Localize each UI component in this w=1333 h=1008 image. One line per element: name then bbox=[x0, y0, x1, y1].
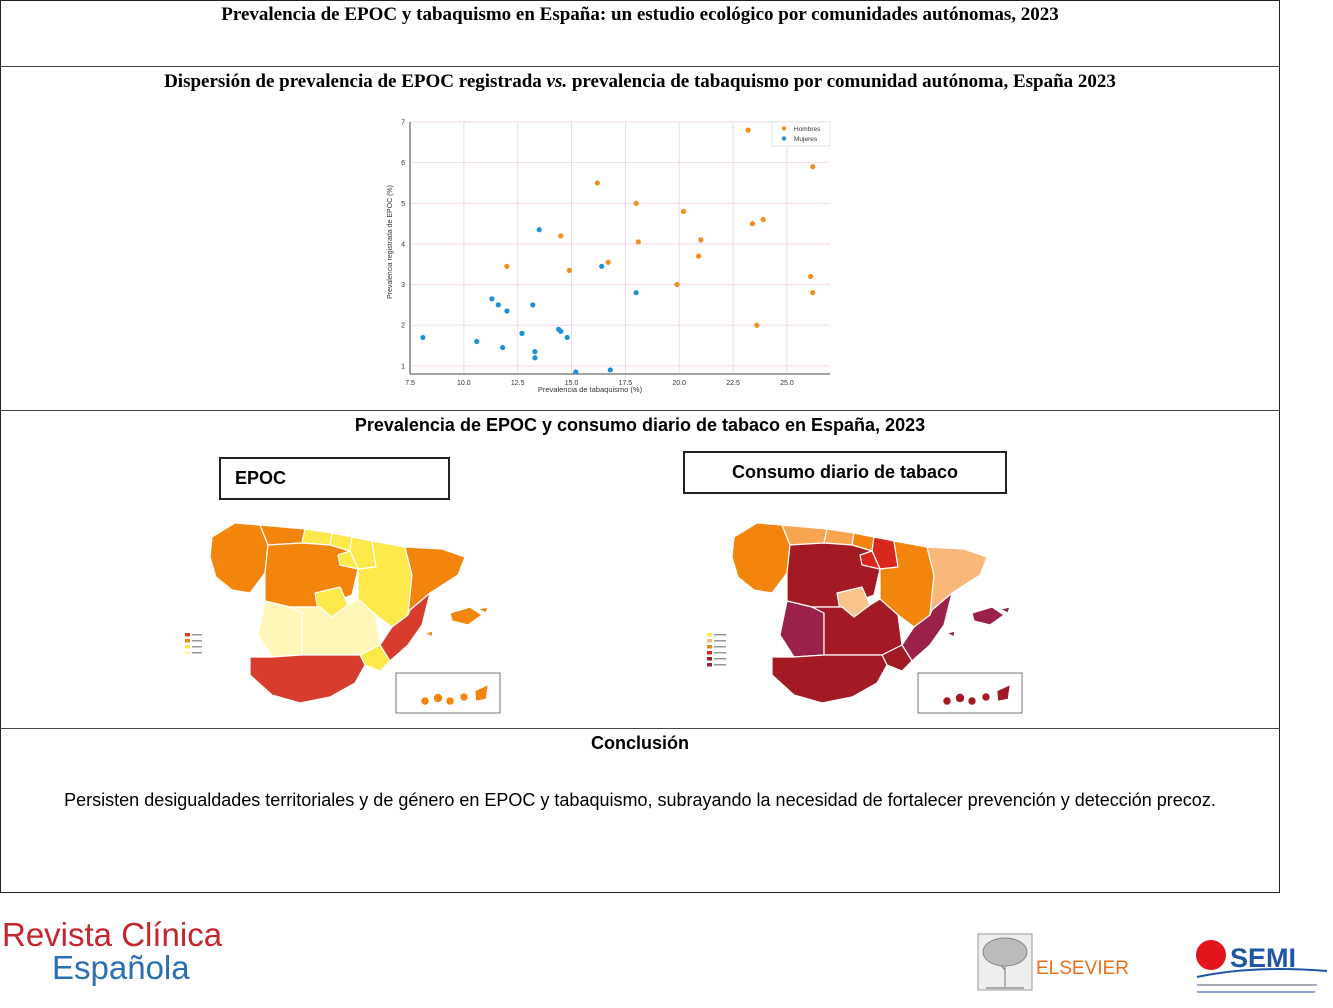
legend-hombres: Hombres bbox=[794, 126, 821, 133]
data-point-hombres bbox=[810, 164, 815, 169]
region-baleares-menorca bbox=[1000, 607, 1010, 613]
scatter-section-title bbox=[0, 71, 1280, 93]
data-point-mujeres bbox=[489, 296, 494, 301]
data-point-mujeres bbox=[558, 329, 563, 334]
x-tick-label: 20.0 bbox=[672, 380, 687, 387]
data-point-hombres bbox=[698, 237, 703, 242]
data-point-mujeres bbox=[573, 369, 578, 374]
data-point-mujeres bbox=[532, 349, 537, 354]
data-point-mujeres bbox=[500, 345, 505, 350]
scatter-chart bbox=[380, 112, 850, 404]
y-tick-label: 4 bbox=[401, 241, 405, 249]
data-point-hombres bbox=[558, 233, 563, 238]
chart-grid bbox=[410, 122, 830, 374]
data-point-hombres bbox=[808, 274, 813, 279]
divider bbox=[0, 728, 1280, 729]
legend-marker-hombres bbox=[782, 126, 786, 130]
data-point-hombres bbox=[674, 282, 679, 287]
x-tick-label: 25.0 bbox=[780, 380, 794, 387]
chart-ticks bbox=[401, 120, 794, 388]
data-point-hombres bbox=[567, 268, 572, 273]
region-baleares-ibiza bbox=[947, 631, 955, 637]
divider bbox=[0, 66, 1280, 67]
scatter-title-vs: vs. bbox=[546, 71, 568, 92]
data-point-hombres bbox=[504, 264, 509, 269]
data-point-mujeres bbox=[537, 227, 542, 232]
elsevier-logo bbox=[976, 932, 1146, 992]
region-galicia bbox=[732, 523, 790, 593]
data-point-mujeres bbox=[634, 290, 639, 295]
tabaco-map-label: Consumo diario de tabaco bbox=[683, 451, 1007, 494]
x-tick-label: 17.5 bbox=[618, 380, 633, 387]
region-asturias bbox=[260, 525, 305, 545]
data-point-mujeres bbox=[420, 335, 425, 340]
region-andalucia bbox=[772, 655, 887, 703]
semi-swoosh-icon bbox=[1197, 969, 1327, 977]
epoc-map-label: EPOC bbox=[219, 457, 450, 500]
data-point-mujeres bbox=[565, 335, 570, 340]
data-point-hombres bbox=[746, 128, 751, 133]
y-tick-label: 5 bbox=[401, 200, 405, 208]
data-point-hombres bbox=[606, 260, 611, 265]
conclusion-title: Conclusión bbox=[591, 733, 689, 753]
data-point-mujeres bbox=[496, 302, 501, 307]
region-andalucia bbox=[250, 655, 365, 703]
chart-points bbox=[420, 128, 815, 375]
x-axis-label: Prevalencia de tabaquismo (%) bbox=[537, 385, 643, 394]
x-tick-label: 10.0 bbox=[457, 380, 471, 387]
data-point-hombres bbox=[634, 201, 639, 206]
region-cantabria bbox=[302, 529, 332, 545]
y-tick-label: 6 bbox=[401, 160, 405, 168]
semi-logo bbox=[1192, 935, 1332, 1005]
semi-wordmark: SEMI bbox=[1230, 943, 1297, 973]
region-baleares bbox=[972, 607, 1004, 625]
chart-axes bbox=[410, 122, 830, 374]
revista-clinica-espanola-logo bbox=[2, 918, 222, 984]
legend-marker-mujeres bbox=[782, 136, 786, 140]
main-title: Prevalencia de EPOC y tabaquismo en España: un estudio ecológico por comunidades autónomas, 2023 bbox=[221, 4, 1059, 25]
x-tick-label: 12.5 bbox=[510, 380, 525, 387]
data-point-hombres bbox=[681, 209, 686, 214]
data-point-mujeres bbox=[608, 367, 613, 372]
semi-subtitle-line bbox=[1197, 991, 1315, 993]
region-cantabria bbox=[824, 529, 854, 545]
elsevier-tree-icon bbox=[978, 934, 1032, 990]
region-canarias bbox=[421, 685, 488, 705]
data-point-hombres bbox=[696, 254, 701, 259]
y-axis-label: Prevalencia registrada de EPOC (%) bbox=[387, 185, 394, 299]
region-galicia bbox=[210, 523, 268, 593]
data-point-hombres bbox=[761, 217, 766, 222]
chart-legend bbox=[772, 122, 830, 146]
region-canarias bbox=[943, 685, 1010, 705]
data-point-mujeres bbox=[530, 302, 535, 307]
scatter-title-part: Dispersión de prevalencia de EPOC registrada bbox=[164, 71, 547, 92]
region-cataluna bbox=[927, 547, 987, 615]
logo-line-1: Revista Clínica bbox=[2, 916, 223, 953]
epoc-map-legend bbox=[185, 633, 202, 655]
region-baleares-ibiza bbox=[425, 631, 433, 637]
data-point-hombres bbox=[636, 239, 641, 244]
y-tick-label: 3 bbox=[401, 282, 405, 290]
data-point-mujeres bbox=[599, 264, 604, 269]
y-tick-label: 7 bbox=[401, 119, 405, 127]
data-point-hombres bbox=[595, 180, 600, 185]
data-point-hombres bbox=[754, 323, 759, 328]
conclusion-text: Persisten desigualdades territoriales y de género en EPOC y tabaquismo, subrayando la necesidad de fortalecer prevención y detección precoz. bbox=[64, 790, 1216, 810]
region-baleares bbox=[450, 607, 482, 625]
epoc-choropleth-map bbox=[180, 515, 510, 715]
semi-red-dot-icon bbox=[1196, 940, 1226, 970]
data-point-mujeres bbox=[474, 339, 479, 344]
semi-subtitle-line bbox=[1197, 984, 1317, 986]
data-point-mujeres bbox=[504, 308, 509, 313]
scatter-title-part: prevalencia de tabaquismo por comunidad autónoma, España 2023 bbox=[567, 71, 1116, 92]
x-tick-label: 15.0 bbox=[564, 380, 579, 387]
maps-section-title: Prevalencia de EPOC y consumo diario de tabaco en España, 2023 bbox=[354, 415, 926, 435]
y-tick-label: 2 bbox=[401, 322, 405, 330]
x-tick-label: 22.5 bbox=[726, 380, 740, 387]
data-point-hombres bbox=[750, 221, 755, 226]
tabaco-choropleth-map bbox=[702, 515, 1032, 715]
data-point-mujeres bbox=[532, 355, 537, 360]
divider bbox=[0, 410, 1280, 411]
data-point-mujeres bbox=[519, 331, 524, 336]
region-asturias bbox=[782, 525, 827, 545]
region-baleares-menorca bbox=[478, 607, 488, 613]
x-tick-label: 7.5 bbox=[405, 380, 415, 387]
tabaco-map-legend bbox=[707, 633, 726, 667]
region-cataluna bbox=[405, 547, 465, 615]
elsevier-wordmark: ELSEVIER bbox=[1036, 958, 1129, 979]
y-tick-label: 1 bbox=[401, 363, 405, 371]
logo-line-2: Española bbox=[52, 949, 190, 986]
legend-mujeres: Mujeres bbox=[794, 136, 818, 143]
data-point-hombres bbox=[810, 290, 815, 295]
